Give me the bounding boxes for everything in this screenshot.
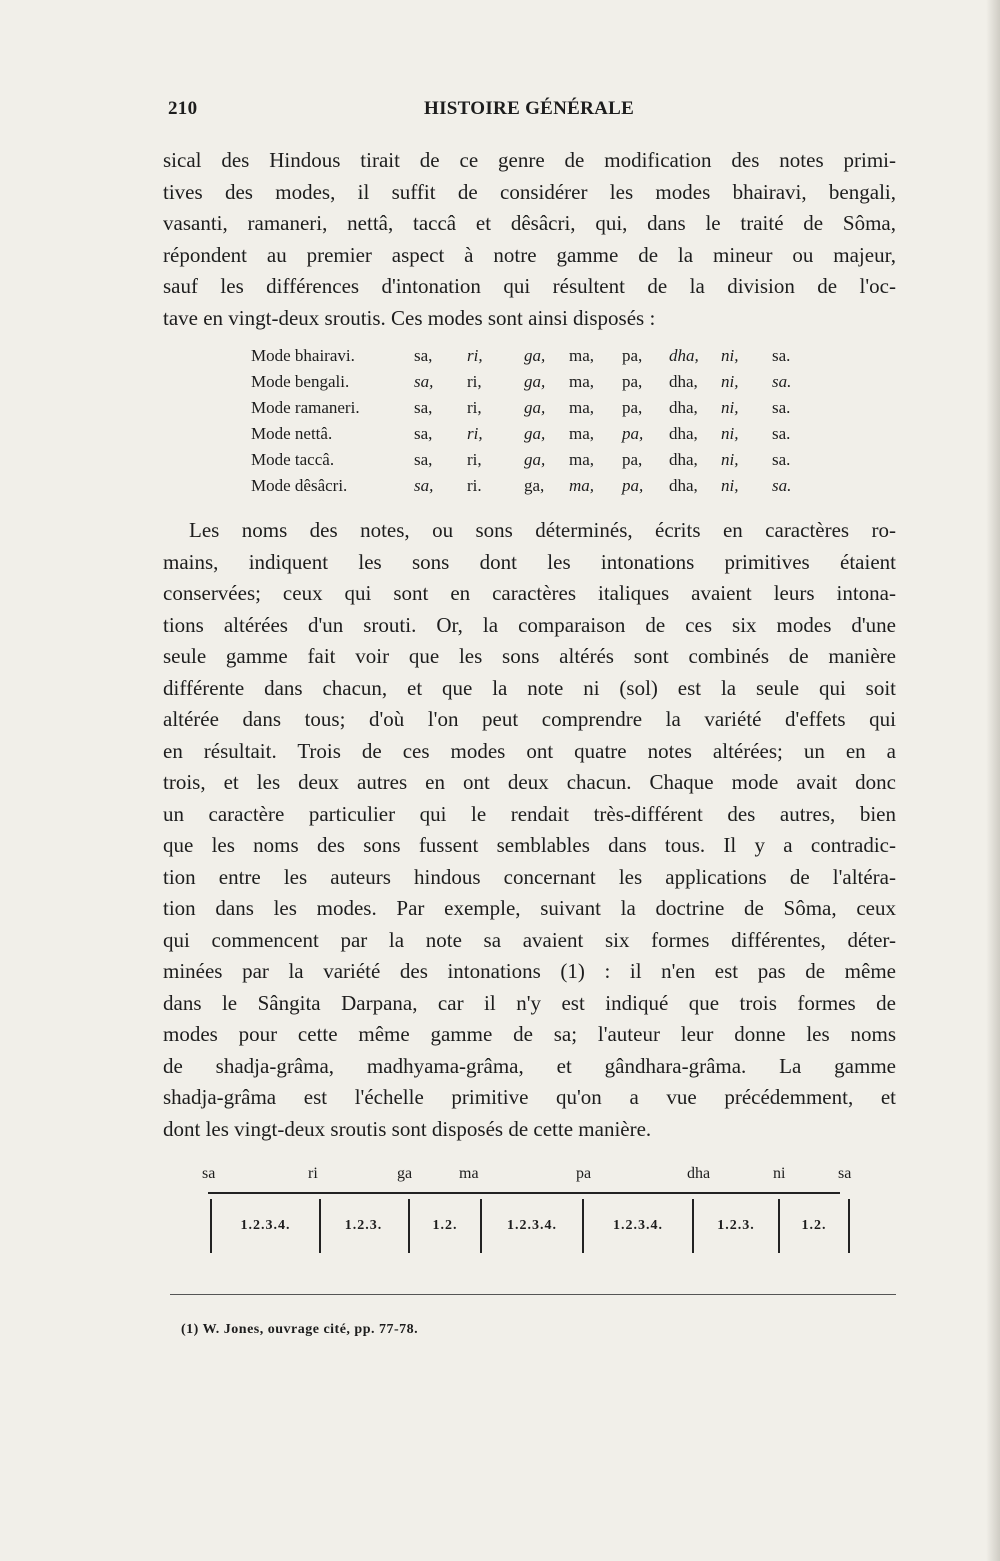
- note: pa,: [622, 450, 643, 469]
- note: ni,: [721, 372, 739, 391]
- note: ma,: [569, 476, 595, 495]
- note: ni,: [721, 424, 739, 443]
- mode-name: Mode taccâ.: [251, 450, 335, 469]
- note: sa,: [414, 424, 433, 443]
- note: pa,: [622, 424, 644, 443]
- text-line: tives des modes, il suffit de considérer les modes bhairavi, bengali,: [163, 179, 896, 204]
- note: sa.: [772, 398, 791, 417]
- note: ri,: [467, 346, 483, 365]
- mode-name: Mode dêsâcri.: [251, 476, 348, 495]
- note: dha,: [669, 346, 699, 365]
- scale-note: dha: [687, 1165, 711, 1182]
- text-line: mains, indiquent les sons dont les intonations primitives étaient: [163, 549, 896, 574]
- scale-notes: [190, 1165, 860, 1187]
- text-line: que les noms des sons fussent semblables dans tous. Il y a contradic-: [163, 833, 896, 857]
- mode-row-bhairavi: [229, 343, 829, 369]
- note: ma,: [569, 372, 595, 391]
- note: sa.: [772, 346, 791, 365]
- note: ni,: [721, 450, 739, 469]
- mode-name: Mode bhairavi.: [251, 346, 355, 365]
- scale-note: sa: [838, 1165, 852, 1182]
- note: ga,: [524, 476, 545, 495]
- srouti-cell: 1.2.3.: [319, 1199, 410, 1253]
- note: ni,: [721, 398, 739, 417]
- note: dha,: [669, 398, 698, 417]
- mode-name: Mode bengali.: [251, 372, 350, 391]
- text-line: shadja-grâma est l'échelle primitive qu'on a vue précédemment, et: [163, 1085, 896, 1109]
- text-line: dont les vingt-deux sroutis sont disposés de cette manière.: [163, 1116, 652, 1141]
- text-line: tion entre les auteurs hindous concernant les applications de l'altéra-: [163, 864, 896, 889]
- srouti-cell: 1.2.: [410, 1199, 482, 1253]
- text-line: modes pour cette même gamme de sa; l'auteur leur donne les noms: [163, 1022, 896, 1046]
- text-line: tion dans les modes. Par exemple, suivant la doctrine de Sôma, ceux: [163, 896, 896, 920]
- text-line: conservées; ceux qui sont en caractères italiques avaient leurs intona-: [163, 581, 896, 605]
- text-line: tave en vingt-deux sroutis. Ces modes sont ainsi disposés :: [163, 305, 656, 330]
- note: ma,: [569, 424, 595, 443]
- note: ga,: [524, 398, 546, 417]
- note: ga,: [524, 346, 546, 365]
- note: pa,: [622, 346, 643, 365]
- scale-note: ma: [459, 1165, 479, 1182]
- text-line: seule gamme fait voir que les sons altérés sont combinés de manière: [163, 644, 896, 668]
- scale-note: ni: [773, 1165, 786, 1182]
- mode-row-desacri: [229, 473, 829, 499]
- scale-note: ri: [308, 1165, 318, 1182]
- note: sa.: [772, 424, 791, 443]
- srouti-cell: 1.2.: [780, 1199, 850, 1253]
- mode-row-netta: [229, 421, 829, 447]
- note: sa,: [414, 398, 433, 417]
- srouti-cell: 1.2.3.4.: [482, 1199, 584, 1253]
- note: ri.: [467, 476, 482, 495]
- note: ni,: [721, 346, 739, 365]
- note: ga,: [524, 372, 546, 391]
- text-line: qui commencent par la note sa avaient six formes différentes, déter-: [163, 927, 896, 952]
- paragraph-2: [163, 515, 896, 1145]
- footnote: (1) W. Jones, ouvrage cité, pp. 77-78.: [181, 1322, 419, 1337]
- text-line: un caractère particulier qui le rendait très-différent des autres, bien: [163, 801, 896, 826]
- srouti-cell: 1.2.3.: [694, 1199, 780, 1253]
- note: ma,: [569, 398, 595, 417]
- running-title: HISTOIRE GÉNÉRALE: [424, 98, 635, 119]
- note: dha,: [669, 372, 698, 391]
- note: ga,: [524, 450, 546, 469]
- note: sa.: [772, 476, 792, 495]
- note: dha,: [669, 450, 698, 469]
- text-line: en résultait. Trois de ces modes ont quatre notes altérées; un en a: [163, 738, 896, 763]
- note: ri,: [467, 450, 482, 469]
- note: dha,: [669, 476, 698, 495]
- text-line: sical des Hindous tirait de ce genre de modification des notes primi-: [163, 148, 896, 172]
- note: ri,: [467, 398, 482, 417]
- note: sa,: [414, 450, 433, 469]
- text-line: répondent au premier aspect à notre gamme de la mineur ou majeur,: [163, 242, 896, 267]
- note: ga,: [524, 424, 546, 443]
- text-line: minées par la variété des intonations (1) : il n'en est pas de même: [163, 959, 896, 983]
- note: pa,: [622, 372, 643, 391]
- page-number: 210: [168, 98, 198, 119]
- note: sa.: [772, 450, 791, 469]
- note: ri,: [467, 424, 483, 443]
- note: ma,: [569, 346, 595, 365]
- footnote-rule: [170, 1294, 896, 1295]
- text-line: tions altérées d'un srouti. Or, la comparaison de ces six modes d'une: [163, 612, 896, 637]
- text-line: de shadja-grâma, madhyama-grâma, et gândhara-grâma. La gamme: [163, 1053, 896, 1078]
- scale-rule: [208, 1192, 840, 1194]
- note: sa,: [414, 372, 434, 391]
- note: pa,: [622, 476, 644, 495]
- srouti-scale-diagram: [190, 1165, 860, 1265]
- note: ri,: [467, 372, 482, 391]
- mode-name: Mode ramaneri.: [251, 398, 360, 417]
- text-line: sauf les différences d'intonation qui résultent de la division de l'oc-: [163, 274, 896, 298]
- srouti-cell: 1.2.3.4.: [210, 1199, 321, 1253]
- modes-table: [229, 343, 829, 499]
- note: dha,: [669, 424, 698, 443]
- text-line: trois, et les deux autres en ont deux chacun. Chaque mode avait donc: [163, 770, 896, 794]
- note: sa,: [414, 476, 434, 495]
- text-line: différente dans chacun, et que la note ni (sol) est la seule qui soit: [163, 675, 896, 700]
- text-line: dans le Sângita Darpana, car il n'y est indiqué que trois formes de: [163, 990, 896, 1015]
- scale-note: pa: [576, 1165, 592, 1182]
- mode-row-bengali: [229, 369, 829, 395]
- scale-note: ga: [397, 1165, 413, 1182]
- running-header: [168, 98, 896, 128]
- mode-name: Mode nettâ.: [251, 424, 333, 443]
- text-line: altérée dans tous; d'où l'on peut comprendre la variété d'effets qui: [163, 707, 896, 731]
- note: sa,: [414, 346, 433, 365]
- text-line: vasanti, ramaneri, nettâ, taccâ et dêsâcri, qui, dans le traité de Sôma,: [163, 211, 896, 235]
- note: ma,: [569, 450, 595, 469]
- paragraph-1: [163, 145, 896, 334]
- text-line: Les noms des notes, ou sons déterminés, écrits en caractères ro-: [189, 518, 896, 542]
- mode-row-ramaneri: [229, 395, 829, 421]
- note: ni,: [721, 476, 739, 495]
- srouti-cell: 1.2.3.4.: [584, 1199, 694, 1253]
- mode-row-tacca: [229, 447, 829, 473]
- note: sa.: [772, 372, 792, 391]
- note: pa,: [622, 398, 643, 417]
- scale-note: sa: [202, 1165, 216, 1182]
- page-edge: [986, 0, 1000, 1561]
